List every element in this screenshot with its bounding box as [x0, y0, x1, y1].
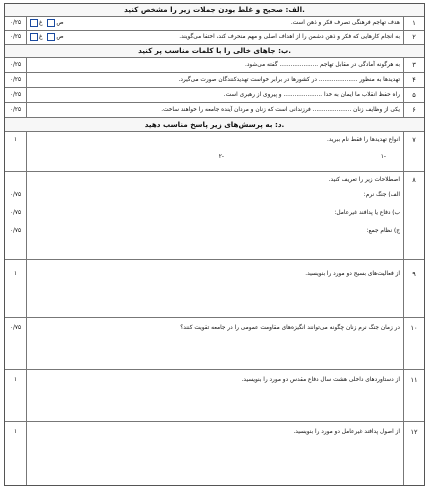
- question-score: ۱: [13, 429, 18, 435]
- definition-item-c: ج) نظام جمع:: [366, 228, 400, 234]
- item-b-score: ۰/۷۵: [9, 210, 22, 216]
- question-number: ۸: [412, 176, 416, 184]
- question-text: راه حفظ انقلاب ما ایمان به خدا ..................... و پیروی از رهبری است.: [223, 92, 400, 98]
- question-number: ۳: [412, 61, 416, 69]
- item-c-score: ۰/۷۵: [9, 228, 22, 234]
- item-a-score: ۰/۷۵: [9, 192, 22, 198]
- true-checkbox[interactable]: [47, 33, 55, 41]
- question-row-10: [5, 318, 424, 370]
- question-row-5: [5, 88, 424, 103]
- question-text: انواع تهدیدها را فقط نام ببرید.: [327, 137, 400, 143]
- true-label: ص: [56, 33, 64, 40]
- question-row-1: [5, 17, 424, 31]
- question-row-6: [5, 103, 424, 118]
- question-text: به انجام کارهایی که فکر و ذهن دشمن را از اهداف اصلی و مهم منحرف کند، اختفا می‌گویند.: [179, 34, 400, 40]
- question-text: از اصول پدافند غیرعامل دو مورد را بنویسید.: [293, 429, 400, 435]
- question-score: ۰/۲۵: [9, 77, 22, 83]
- question-number: ۶: [412, 106, 416, 114]
- blank-2: -۲: [218, 154, 224, 160]
- section-b-header: ب: جاهای خالی را با کلمات مناسب پر کنید.: [5, 45, 424, 58]
- question-score: ۰/۲۵: [9, 34, 22, 40]
- definition-item-b: ب) دفاع یا پدافند غیرعامل:: [334, 210, 400, 216]
- question-number: ۱: [412, 19, 416, 27]
- question-score: ۰/۲۵: [9, 107, 22, 113]
- question-row-9: [5, 260, 424, 318]
- question-row-11: [5, 370, 424, 422]
- question-score: ۰/۲۵: [9, 20, 22, 26]
- section-a-header: الف: صحیح و غلط بودن جملات زیر را مشخص کنید.: [5, 4, 424, 17]
- question-score: ۰/۲۵: [9, 62, 22, 68]
- question-text: تهدیدها به منظور ..................... در کشورها در برابر خواست تهدیدکنندگان صورت می‌گیرد.: [178, 77, 400, 83]
- section-d-header: د: به پرسش‌های زیر پاسخ مناسب دهید.: [5, 118, 424, 132]
- question-number: ۹: [412, 270, 416, 278]
- true-false-options: [29, 17, 64, 29]
- question-number: ۱۲: [410, 428, 418, 436]
- question-score: ۰/۷۵: [9, 325, 22, 331]
- question-text: از فعالیت‌های بسیج دو مورد را بنویسید.: [305, 271, 400, 277]
- definition-item-a: الف) جنگ نرم:: [363, 192, 400, 198]
- question-text: از دستاوردهای داخلی هشت سال دفاع مقدس دو مورد را بنویسید.: [241, 377, 400, 383]
- question-score: ۱: [13, 377, 18, 383]
- false-checkbox[interactable]: [30, 19, 38, 27]
- question-number: ۵: [412, 91, 416, 99]
- false-label: غ: [39, 19, 43, 26]
- question-row-12: [5, 422, 424, 485]
- question-score: ۱: [13, 271, 18, 277]
- question-text: در زمان جنگ نرم زنان چگونه می‌توانند انگیزه‌های مقاومت عمومی را در جامعه تقویت کنند؟: [180, 325, 400, 331]
- false-checkbox[interactable]: [30, 33, 38, 41]
- question-number: ۱۰: [410, 324, 418, 332]
- question-row-3: [5, 58, 424, 73]
- question-text: به هرگونه آمادگی در مقابل تهاجم ..................... گفته می‌شود.: [245, 62, 400, 68]
- question-row-2: [5, 31, 424, 45]
- question-score: ۰/۲۵: [9, 92, 22, 98]
- true-checkbox[interactable]: [47, 19, 55, 27]
- question-number: ۷: [412, 136, 416, 144]
- question-row-4: [5, 73, 424, 88]
- question-text: اصطلاحات زیر را تعریف کنید.: [328, 177, 400, 183]
- true-false-options: [29, 31, 64, 43]
- blank-1: -۱: [380, 154, 386, 160]
- false-label: غ: [39, 33, 43, 40]
- question-number: ۱۱: [410, 376, 418, 384]
- question-score: ۱: [13, 137, 18, 143]
- true-label: ص: [56, 19, 64, 26]
- question-row-7: [5, 132, 424, 172]
- question-row-8: [5, 172, 424, 260]
- exam-sheet: [4, 3, 425, 486]
- question-number: ۲: [412, 33, 416, 41]
- question-number: ۴: [412, 76, 416, 84]
- question-text: هدف تهاجم فرهنگی تصرف فکر و ذهن است.: [290, 20, 400, 26]
- question-text: یکی از وظایف زنان ..................... فرزندانی است که زنان و مردان آینده جامعه را خواهند ساخت.: [161, 107, 400, 113]
